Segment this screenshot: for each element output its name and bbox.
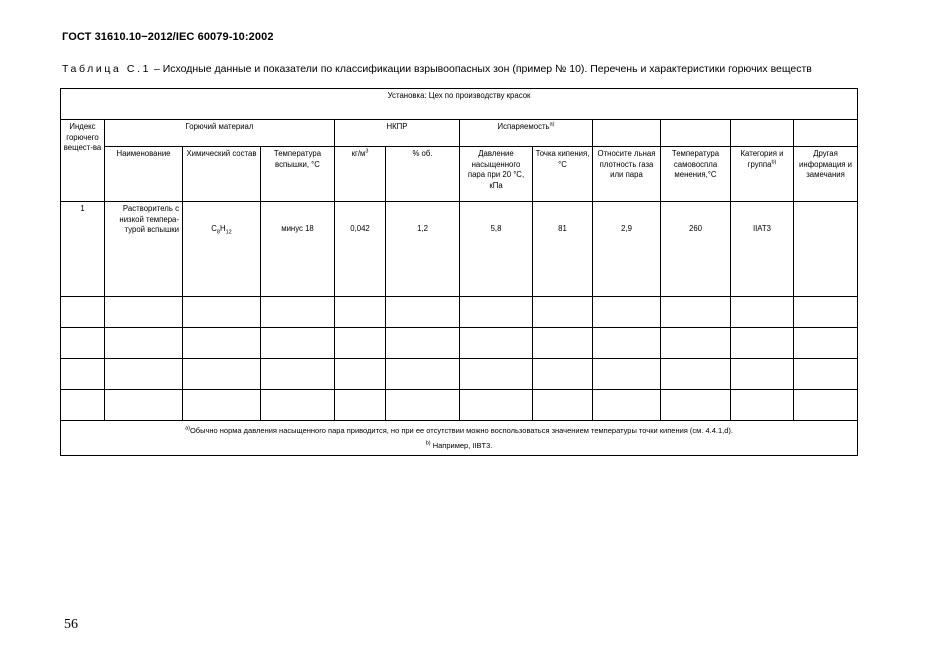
table-caption-label: Таблица С.1 <box>62 63 152 75</box>
header-nkpr: НКПР <box>335 120 460 147</box>
cell-formula <box>183 202 261 297</box>
header-formula: Химический состав <box>183 147 261 202</box>
header-pressure: Давление насыщенного пара при 20 °C, кПа <box>460 147 533 202</box>
footnote-b <box>63 438 855 453</box>
header-index: Индекс горючего вещест-ва <box>61 120 105 202</box>
formula-h: H <box>219 224 226 233</box>
header-other: Другая информация и замечания <box>794 147 858 202</box>
cell-index: 1 <box>61 202 105 297</box>
table-row <box>61 297 858 328</box>
footnote-mark-a: а) <box>549 121 555 128</box>
header-kg-label: кг/м <box>351 149 366 158</box>
header-autoign: Температура самовоспла менения,°C <box>661 147 731 202</box>
cell-autoign: 260 <box>661 202 731 297</box>
table-row <box>61 359 858 390</box>
header-name: Наименование <box>105 147 183 202</box>
cell-pct: 1,2 <box>386 202 460 297</box>
substances-table <box>60 88 858 456</box>
header-volatility-label: Испаряемость <box>497 122 550 131</box>
footnotes <box>61 421 858 456</box>
header-blank-2 <box>661 120 731 147</box>
header-kg-sup: 3 <box>365 148 369 155</box>
page-number: 56 <box>64 617 78 632</box>
footnote-a <box>63 423 855 438</box>
formula-c: C <box>211 224 217 233</box>
footnote-mark-b: b) <box>771 158 777 165</box>
cell-pressure: 5,8 <box>460 202 533 297</box>
header-group-label: Категория и группа <box>740 149 784 169</box>
installation-cell: Установка: Цех по производству красок <box>61 89 858 120</box>
table-row <box>61 328 858 359</box>
footnote-a-mark: а) <box>185 425 190 432</box>
header-boil: Точка кипения, °C <box>533 147 593 202</box>
table-caption-text: – Исходные данные и показатели по классификации взрывоопасных зон (пример № 10). Перечень и характеристики горючих веществ <box>151 63 812 75</box>
header-volatility <box>460 120 593 147</box>
header-blank-4 <box>794 120 858 147</box>
header-flash: Температура вспышки, °C <box>261 147 335 202</box>
header-blank-1 <box>593 120 661 147</box>
cell-name: Растворитель с низкой темпера-турой вспышки <box>105 202 183 297</box>
formula-c-sub: 8 <box>216 229 220 236</box>
table-caption <box>62 63 812 75</box>
header-material: Горючий материал <box>105 120 335 147</box>
table-row <box>61 390 858 421</box>
footnote-b-mark: b) <box>425 440 431 447</box>
cell-other <box>794 202 858 297</box>
header-kg <box>335 147 386 202</box>
header-group <box>731 147 794 202</box>
table-row <box>61 202 858 297</box>
header-density: Относите льная плотность газа или пара <box>593 147 661 202</box>
cell-density: 2,9 <box>593 202 661 297</box>
cell-flash: минус 18 <box>261 202 335 297</box>
footnote-a-text: Обычно норма давления насыщенного пара приводится, но при ее отсутствии можно воспользоваться значением температуры точки кипения (см. 4.4.1,d). <box>189 426 734 435</box>
cell-group: IIAT3 <box>731 202 794 297</box>
footnote-b-text: Например, IIBT3. <box>432 441 493 450</box>
cell-kg: 0,042 <box>335 202 386 297</box>
header-pct: % об. <box>386 147 460 202</box>
formula-h-sub: 12 <box>225 229 232 236</box>
header-blank-3 <box>731 120 794 147</box>
document-code: ГОСТ 31610.10−2012/IEC 60079-10:2002 <box>62 31 274 43</box>
cell-boil: 81 <box>533 202 593 297</box>
